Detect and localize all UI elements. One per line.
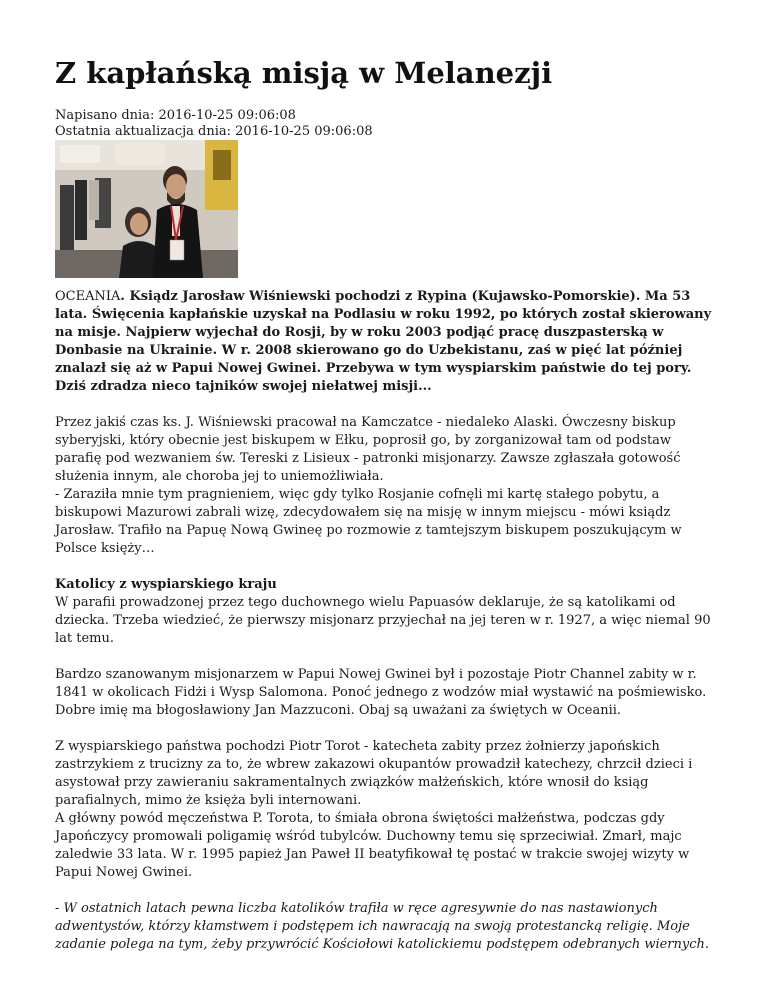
- paragraph: [55, 414, 715, 558]
- photo-illustration: [55, 140, 238, 278]
- updated-date: Ostatnia aktualizacja dnia: 2016-10-25 09:06:08: [55, 124, 373, 139]
- quote-paragraph: - W ostatnich latach pewna liczba katolików trafiła w ręce agresywnie do nas nastawionych adwentystów, którzy kłamstwem i podstępem ich nawracają na swoją protestancką religię. Moje zadanie polega na tym, żeby przywrócić Kościołowi katolickiemu podstępem odebranych wiernych.: [55, 901, 710, 952]
- article-title: Z kapłańską misją w Melanezji: [55, 56, 553, 90]
- paragraph: [55, 576, 715, 648]
- paragraph: [55, 738, 715, 882]
- article-body: [55, 288, 715, 972]
- paragraph-text: Przez jakiś czas ks. J. Wiśniewski pracował na Kamczatce - niedaleko Alaski. Ówczesny biskup syberyjski, który obecnie jest biskupem w Ełku, poprosił go, by zorganizował tam od podstaw parafię pod wezwaniem św. Tereski z Lisieux - patronki misjonarzy. Zawsze zgłaszała gotowość służenia innym, ale choroba jej to uniemożliwiała.: [55, 415, 681, 484]
- lead-paragraph: [55, 288, 715, 396]
- lead-text: . Ksiądz Jarosław Wiśniewski pochodzi z Rypina (Kujawsko-Pomorskie). Ma 53 lata. Święcenia kapłańskie uzyskał na Podlasiu w roku 1992, po których został skierowany na misje. Najpierw wyjechał do Rosji, by w roku 2003 podjąć pracę duszpasterską w Donbasie na Ukrainie. W r. 2008 skierowano go do Uzbekistanu, zaś w pięć lat później znalazł się aż w Papui Nowej Gwinei. Przebywa w tym wyspiarskim państwie do tej pory. Dziś zdradza nieco tajników swojej niełatwej misji...: [55, 289, 712, 394]
- paragraph: Bardzo szanowanym misjonarzem w Papui Nowej Gwinei był i pozostaje Piotr Channel zabity w r. 1841 w okolicach Fidżi i Wysp Salomona. Ponoć jednego z wodzów miał wystawić na pośmiewisko. Dobre imię ma błogosławiony Jan Mazzuconi. Obaj są uważani za świętych w Oceanii.: [55, 667, 707, 718]
- published-date: Napisano dnia: 2016-10-25 09:06:08: [55, 108, 296, 123]
- paragraph-text: - Zaraziła mnie tym pragnieniem, więc gdy tylko Rosjanie cofnęli mi kartę stałego pobytu, a biskupowi Mazurowi zabrali wizę, zdecydowałem się na misję w innym miejscu - mówi ksiądz Jarosław. Trafiło na Papuę Nową Gwineę po rozmowie z tamtejszym biskupem poszukującym w Polsce księży…: [55, 487, 682, 556]
- section-heading: Katolicy z wyspiarskiego kraju: [55, 577, 277, 592]
- paragraph-text: Z wyspiarskiego państwa pochodzi Piotr Torot - katecheta zabity przez żołnierzy japońskich zastrzykiem z trucizny za to, że wbrew zakazowi okupantów prowadził katechezy, chrzcił dzieci i asystował przy zawieraniu sakramentalnych związków małżeńskich, które wnosił do ksiąg parafialnych, mimo że księża byli internowani.: [55, 739, 693, 808]
- paragraph-text: A główny powód męczeństwa P. Torota, to śmiała obrona świętości małżeństwa, podczas gdy Japończycy promowali poligamię wśród tubylców. Duchowny temu się sprzeciwiał. Zmarł, majc zaledwie 33 lata. W r. 1995 papież Jan Paweł II beatyfikował tę postać w trakcie swojej wizyty w Papui Nowej Gwinei.: [55, 811, 690, 880]
- region-tag: OCEANIA: [55, 289, 121, 304]
- article-meta: [55, 108, 373, 140]
- article-photo: [55, 140, 238, 278]
- paragraph-text: W parafii prowadzonej przez tego duchownego wielu Papuasów deklaruje, że są katolikami od dziecka. Trzeba wiedzieć, że pierwszy misjonarz przyjechał na jej teren w r. 1927, a więc niemal 90 lat temu.: [55, 595, 711, 646]
